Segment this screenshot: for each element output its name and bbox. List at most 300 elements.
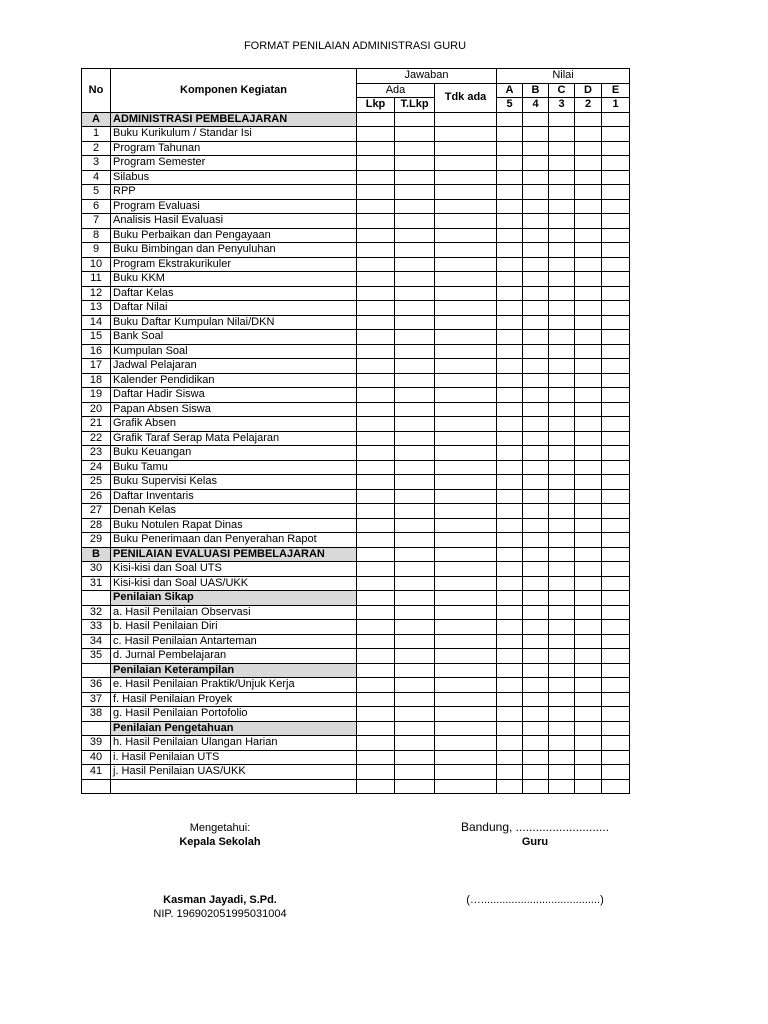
rating-cell[interactable] [395, 663, 435, 678]
rating-cell[interactable] [602, 663, 630, 678]
rating-cell[interactable] [523, 605, 549, 620]
rating-cell[interactable] [575, 185, 602, 200]
rating-cell[interactable] [357, 663, 395, 678]
rating-cell[interactable] [435, 243, 497, 258]
rating-cell[interactable] [523, 185, 549, 200]
rating-cell[interactable] [602, 156, 630, 171]
rating-cell[interactable] [435, 141, 497, 156]
rating-cell[interactable] [602, 127, 630, 142]
rating-cell[interactable] [575, 272, 602, 287]
rating-cell[interactable] [395, 533, 435, 548]
rating-cell[interactable] [497, 344, 523, 359]
rating-cell[interactable] [395, 518, 435, 533]
rating-cell[interactable] [523, 359, 549, 374]
rating-cell[interactable] [602, 678, 630, 693]
rating-cell[interactable] [602, 533, 630, 548]
rating-cell[interactable] [395, 315, 435, 330]
rating-cell[interactable] [395, 721, 435, 736]
rating-cell[interactable] [549, 707, 575, 722]
rating-cell[interactable] [435, 504, 497, 519]
rating-cell[interactable] [497, 634, 523, 649]
rating-cell[interactable] [523, 228, 549, 243]
rating-cell[interactable] [395, 156, 435, 171]
rating-cell[interactable] [435, 272, 497, 287]
rating-cell[interactable] [602, 576, 630, 591]
rating-cell[interactable] [395, 359, 435, 374]
rating-cell[interactable] [549, 199, 575, 214]
rating-cell[interactable] [575, 620, 602, 635]
rating-cell[interactable] [395, 750, 435, 765]
rating-cell[interactable] [497, 228, 523, 243]
rating-cell[interactable] [435, 750, 497, 765]
rating-cell[interactable] [435, 315, 497, 330]
rating-cell[interactable] [497, 591, 523, 606]
rating-cell[interactable] [497, 214, 523, 229]
rating-cell[interactable] [357, 547, 395, 562]
rating-cell[interactable] [523, 533, 549, 548]
rating-cell[interactable] [575, 170, 602, 185]
rating-cell[interactable] [575, 388, 602, 403]
rating-cell[interactable] [435, 214, 497, 229]
rating-cell[interactable] [357, 649, 395, 664]
rating-cell[interactable] [523, 112, 549, 127]
rating-cell[interactable] [395, 402, 435, 417]
rating-cell[interactable] [602, 112, 630, 127]
rating-cell[interactable] [549, 185, 575, 200]
rating-cell[interactable] [549, 373, 575, 388]
rating-cell[interactable] [357, 562, 395, 577]
rating-cell[interactable] [435, 460, 497, 475]
rating-cell[interactable] [549, 605, 575, 620]
rating-cell[interactable] [435, 649, 497, 664]
rating-cell[interactable] [357, 431, 395, 446]
rating-cell[interactable] [549, 489, 575, 504]
rating-cell[interactable] [575, 634, 602, 649]
rating-cell[interactable] [523, 127, 549, 142]
rating-cell[interactable] [602, 475, 630, 490]
rating-cell[interactable] [435, 692, 497, 707]
rating-cell[interactable] [435, 475, 497, 490]
rating-cell[interactable] [497, 359, 523, 374]
rating-cell[interactable] [575, 489, 602, 504]
rating-cell[interactable] [575, 547, 602, 562]
rating-cell[interactable] [435, 431, 497, 446]
rating-cell[interactable] [523, 489, 549, 504]
rating-cell[interactable] [575, 750, 602, 765]
rating-cell[interactable] [497, 286, 523, 301]
rating-cell[interactable] [575, 286, 602, 301]
rating-cell[interactable] [549, 214, 575, 229]
rating-cell[interactable] [523, 620, 549, 635]
rating-cell[interactable] [602, 634, 630, 649]
rating-cell[interactable] [602, 460, 630, 475]
rating-cell[interactable] [357, 475, 395, 490]
rating-cell[interactable] [602, 649, 630, 664]
rating-cell[interactable] [395, 388, 435, 403]
rating-cell[interactable] [523, 141, 549, 156]
rating-cell[interactable] [575, 344, 602, 359]
rating-cell[interactable] [395, 460, 435, 475]
rating-cell[interactable] [523, 692, 549, 707]
rating-cell[interactable] [435, 707, 497, 722]
rating-cell[interactable] [575, 127, 602, 142]
rating-cell[interactable] [435, 591, 497, 606]
rating-cell[interactable] [497, 721, 523, 736]
rating-cell[interactable] [549, 779, 575, 794]
rating-cell[interactable] [575, 765, 602, 780]
rating-cell[interactable] [602, 388, 630, 403]
rating-cell[interactable] [549, 663, 575, 678]
rating-cell[interactable] [395, 417, 435, 432]
rating-cell[interactable] [395, 620, 435, 635]
rating-cell[interactable] [602, 214, 630, 229]
rating-cell[interactable] [602, 228, 630, 243]
rating-cell[interactable] [549, 692, 575, 707]
rating-cell[interactable] [602, 489, 630, 504]
rating-cell[interactable] [549, 475, 575, 490]
rating-cell[interactable] [523, 272, 549, 287]
rating-cell[interactable] [549, 547, 575, 562]
rating-cell[interactable] [523, 301, 549, 316]
rating-cell[interactable] [523, 750, 549, 765]
rating-cell[interactable] [435, 359, 497, 374]
rating-cell[interactable] [357, 678, 395, 693]
rating-cell[interactable] [357, 605, 395, 620]
rating-cell[interactable] [357, 257, 395, 272]
rating-cell[interactable] [497, 504, 523, 519]
rating-cell[interactable] [395, 373, 435, 388]
rating-cell[interactable] [575, 359, 602, 374]
rating-cell[interactable] [497, 489, 523, 504]
rating-cell[interactable] [549, 736, 575, 751]
rating-cell[interactable] [435, 185, 497, 200]
rating-cell[interactable] [497, 315, 523, 330]
rating-cell[interactable] [602, 330, 630, 345]
rating-cell[interactable] [523, 373, 549, 388]
rating-cell[interactable] [497, 446, 523, 461]
rating-cell[interactable] [357, 156, 395, 171]
rating-cell[interactable] [357, 576, 395, 591]
rating-cell[interactable] [357, 446, 395, 461]
rating-cell[interactable] [575, 141, 602, 156]
rating-cell[interactable] [395, 228, 435, 243]
rating-cell[interactable] [357, 359, 395, 374]
rating-cell[interactable] [575, 562, 602, 577]
rating-cell[interactable] [357, 373, 395, 388]
rating-cell[interactable] [497, 185, 523, 200]
rating-cell[interactable] [602, 257, 630, 272]
rating-cell[interactable] [523, 460, 549, 475]
rating-cell[interactable] [435, 489, 497, 504]
rating-cell[interactable] [435, 344, 497, 359]
rating-cell[interactable] [523, 736, 549, 751]
rating-cell[interactable] [497, 562, 523, 577]
rating-cell[interactable] [523, 344, 549, 359]
rating-cell[interactable] [549, 257, 575, 272]
rating-cell[interactable] [395, 301, 435, 316]
rating-cell[interactable] [523, 779, 549, 794]
rating-cell[interactable] [549, 402, 575, 417]
rating-cell[interactable] [395, 649, 435, 664]
rating-cell[interactable] [357, 779, 395, 794]
rating-cell[interactable] [395, 576, 435, 591]
rating-cell[interactable] [549, 141, 575, 156]
rating-cell[interactable] [523, 475, 549, 490]
rating-cell[interactable] [575, 257, 602, 272]
rating-cell[interactable] [357, 243, 395, 258]
rating-cell[interactable] [497, 576, 523, 591]
rating-cell[interactable] [357, 344, 395, 359]
rating-cell[interactable] [497, 649, 523, 664]
rating-cell[interactable] [395, 170, 435, 185]
rating-cell[interactable] [602, 373, 630, 388]
rating-cell[interactable] [575, 301, 602, 316]
rating-cell[interactable] [549, 344, 575, 359]
rating-cell[interactable] [602, 620, 630, 635]
rating-cell[interactable] [602, 243, 630, 258]
rating-cell[interactable] [602, 736, 630, 751]
rating-cell[interactable] [549, 330, 575, 345]
rating-cell[interactable] [395, 692, 435, 707]
rating-cell[interactable] [435, 228, 497, 243]
rating-cell[interactable] [497, 692, 523, 707]
rating-cell[interactable] [395, 779, 435, 794]
rating-cell[interactable] [575, 692, 602, 707]
rating-cell[interactable] [575, 228, 602, 243]
rating-cell[interactable] [357, 692, 395, 707]
rating-cell[interactable] [395, 634, 435, 649]
rating-cell[interactable] [497, 417, 523, 432]
rating-cell[interactable] [497, 156, 523, 171]
rating-cell[interactable] [435, 402, 497, 417]
rating-cell[interactable] [357, 634, 395, 649]
rating-cell[interactable] [549, 634, 575, 649]
rating-cell[interactable] [575, 518, 602, 533]
rating-cell[interactable] [575, 504, 602, 519]
rating-cell[interactable] [357, 315, 395, 330]
rating-cell[interactable] [395, 678, 435, 693]
rating-cell[interactable] [435, 547, 497, 562]
rating-cell[interactable] [575, 779, 602, 794]
rating-cell[interactable] [357, 330, 395, 345]
rating-cell[interactable] [395, 257, 435, 272]
rating-cell[interactable] [497, 750, 523, 765]
rating-cell[interactable] [395, 272, 435, 287]
rating-cell[interactable] [549, 562, 575, 577]
rating-cell[interactable] [497, 243, 523, 258]
rating-cell[interactable] [435, 373, 497, 388]
rating-cell[interactable] [357, 533, 395, 548]
rating-cell[interactable] [357, 518, 395, 533]
rating-cell[interactable] [523, 431, 549, 446]
rating-cell[interactable] [435, 721, 497, 736]
rating-cell[interactable] [435, 533, 497, 548]
rating-cell[interactable] [523, 663, 549, 678]
rating-cell[interactable] [602, 170, 630, 185]
rating-cell[interactable] [357, 750, 395, 765]
rating-cell[interactable] [523, 199, 549, 214]
rating-cell[interactable] [602, 286, 630, 301]
rating-cell[interactable] [435, 620, 497, 635]
rating-cell[interactable] [549, 504, 575, 519]
rating-cell[interactable] [549, 417, 575, 432]
rating-cell[interactable] [357, 765, 395, 780]
rating-cell[interactable] [575, 417, 602, 432]
rating-cell[interactable] [435, 301, 497, 316]
rating-cell[interactable] [523, 156, 549, 171]
rating-cell[interactable] [575, 649, 602, 664]
rating-cell[interactable] [357, 620, 395, 635]
rating-cell[interactable] [497, 431, 523, 446]
rating-cell[interactable] [575, 707, 602, 722]
rating-cell[interactable] [395, 185, 435, 200]
rating-cell[interactable] [435, 634, 497, 649]
rating-cell[interactable] [435, 199, 497, 214]
rating-cell[interactable] [523, 518, 549, 533]
rating-cell[interactable] [549, 765, 575, 780]
rating-cell[interactable] [497, 779, 523, 794]
rating-cell[interactable] [549, 591, 575, 606]
rating-cell[interactable] [549, 243, 575, 258]
rating-cell[interactable] [602, 402, 630, 417]
rating-cell[interactable] [549, 301, 575, 316]
rating-cell[interactable] [602, 344, 630, 359]
rating-cell[interactable] [435, 518, 497, 533]
rating-cell[interactable] [395, 489, 435, 504]
rating-cell[interactable] [357, 185, 395, 200]
rating-cell[interactable] [549, 721, 575, 736]
rating-cell[interactable] [549, 228, 575, 243]
rating-cell[interactable] [497, 112, 523, 127]
rating-cell[interactable] [602, 750, 630, 765]
rating-cell[interactable] [435, 678, 497, 693]
rating-cell[interactable] [395, 707, 435, 722]
rating-cell[interactable] [357, 170, 395, 185]
rating-cell[interactable] [523, 315, 549, 330]
rating-cell[interactable] [549, 750, 575, 765]
rating-cell[interactable] [357, 721, 395, 736]
rating-cell[interactable] [357, 272, 395, 287]
rating-cell[interactable] [549, 518, 575, 533]
rating-cell[interactable] [602, 417, 630, 432]
rating-cell[interactable] [602, 562, 630, 577]
rating-cell[interactable] [497, 330, 523, 345]
rating-cell[interactable] [357, 141, 395, 156]
rating-cell[interactable] [497, 127, 523, 142]
rating-cell[interactable] [497, 765, 523, 780]
rating-cell[interactable] [357, 388, 395, 403]
rating-cell[interactable] [435, 286, 497, 301]
rating-cell[interactable] [575, 576, 602, 591]
rating-cell[interactable] [602, 547, 630, 562]
rating-cell[interactable] [575, 373, 602, 388]
rating-cell[interactable] [395, 431, 435, 446]
rating-cell[interactable] [575, 214, 602, 229]
rating-cell[interactable] [497, 301, 523, 316]
rating-cell[interactable] [602, 721, 630, 736]
rating-cell[interactable] [435, 156, 497, 171]
rating-cell[interactable] [602, 518, 630, 533]
rating-cell[interactable] [395, 344, 435, 359]
rating-cell[interactable] [523, 707, 549, 722]
rating-cell[interactable] [523, 562, 549, 577]
rating-cell[interactable] [602, 301, 630, 316]
rating-cell[interactable] [549, 170, 575, 185]
rating-cell[interactable] [497, 402, 523, 417]
rating-cell[interactable] [602, 692, 630, 707]
rating-cell[interactable] [549, 446, 575, 461]
rating-cell[interactable] [549, 286, 575, 301]
rating-cell[interactable] [575, 475, 602, 490]
rating-cell[interactable] [575, 591, 602, 606]
rating-cell[interactable] [602, 141, 630, 156]
rating-cell[interactable] [395, 765, 435, 780]
rating-cell[interactable] [497, 678, 523, 693]
rating-cell[interactable] [575, 112, 602, 127]
rating-cell[interactable] [497, 475, 523, 490]
rating-cell[interactable] [435, 417, 497, 432]
rating-cell[interactable] [549, 460, 575, 475]
rating-cell[interactable] [395, 605, 435, 620]
rating-cell[interactable] [602, 707, 630, 722]
rating-cell[interactable] [575, 678, 602, 693]
rating-cell[interactable] [395, 286, 435, 301]
rating-cell[interactable] [602, 605, 630, 620]
rating-cell[interactable] [523, 243, 549, 258]
rating-cell[interactable] [357, 127, 395, 142]
rating-cell[interactable] [602, 591, 630, 606]
rating-cell[interactable] [602, 779, 630, 794]
rating-cell[interactable] [549, 388, 575, 403]
rating-cell[interactable] [395, 446, 435, 461]
rating-cell[interactable] [395, 199, 435, 214]
rating-cell[interactable] [357, 489, 395, 504]
rating-cell[interactable] [523, 721, 549, 736]
rating-cell[interactable] [523, 504, 549, 519]
rating-cell[interactable] [575, 431, 602, 446]
rating-cell[interactable] [497, 199, 523, 214]
rating-cell[interactable] [602, 272, 630, 287]
rating-cell[interactable] [523, 257, 549, 272]
rating-cell[interactable] [549, 649, 575, 664]
rating-cell[interactable] [435, 330, 497, 345]
rating-cell[interactable] [395, 475, 435, 490]
rating-cell[interactable] [523, 591, 549, 606]
rating-cell[interactable] [549, 156, 575, 171]
rating-cell[interactable] [602, 185, 630, 200]
rating-cell[interactable] [435, 736, 497, 751]
rating-cell[interactable] [575, 156, 602, 171]
rating-cell[interactable] [497, 460, 523, 475]
rating-cell[interactable] [435, 663, 497, 678]
rating-cell[interactable] [395, 504, 435, 519]
rating-cell[interactable] [523, 576, 549, 591]
rating-cell[interactable] [549, 359, 575, 374]
rating-cell[interactable] [575, 402, 602, 417]
rating-cell[interactable] [575, 533, 602, 548]
rating-cell[interactable] [497, 547, 523, 562]
rating-cell[interactable] [497, 170, 523, 185]
rating-cell[interactable] [357, 112, 395, 127]
rating-cell[interactable] [575, 736, 602, 751]
rating-cell[interactable] [497, 257, 523, 272]
rating-cell[interactable] [523, 402, 549, 417]
rating-cell[interactable] [549, 431, 575, 446]
rating-cell[interactable] [435, 779, 497, 794]
rating-cell[interactable] [602, 431, 630, 446]
rating-cell[interactable] [523, 678, 549, 693]
rating-cell[interactable] [549, 272, 575, 287]
